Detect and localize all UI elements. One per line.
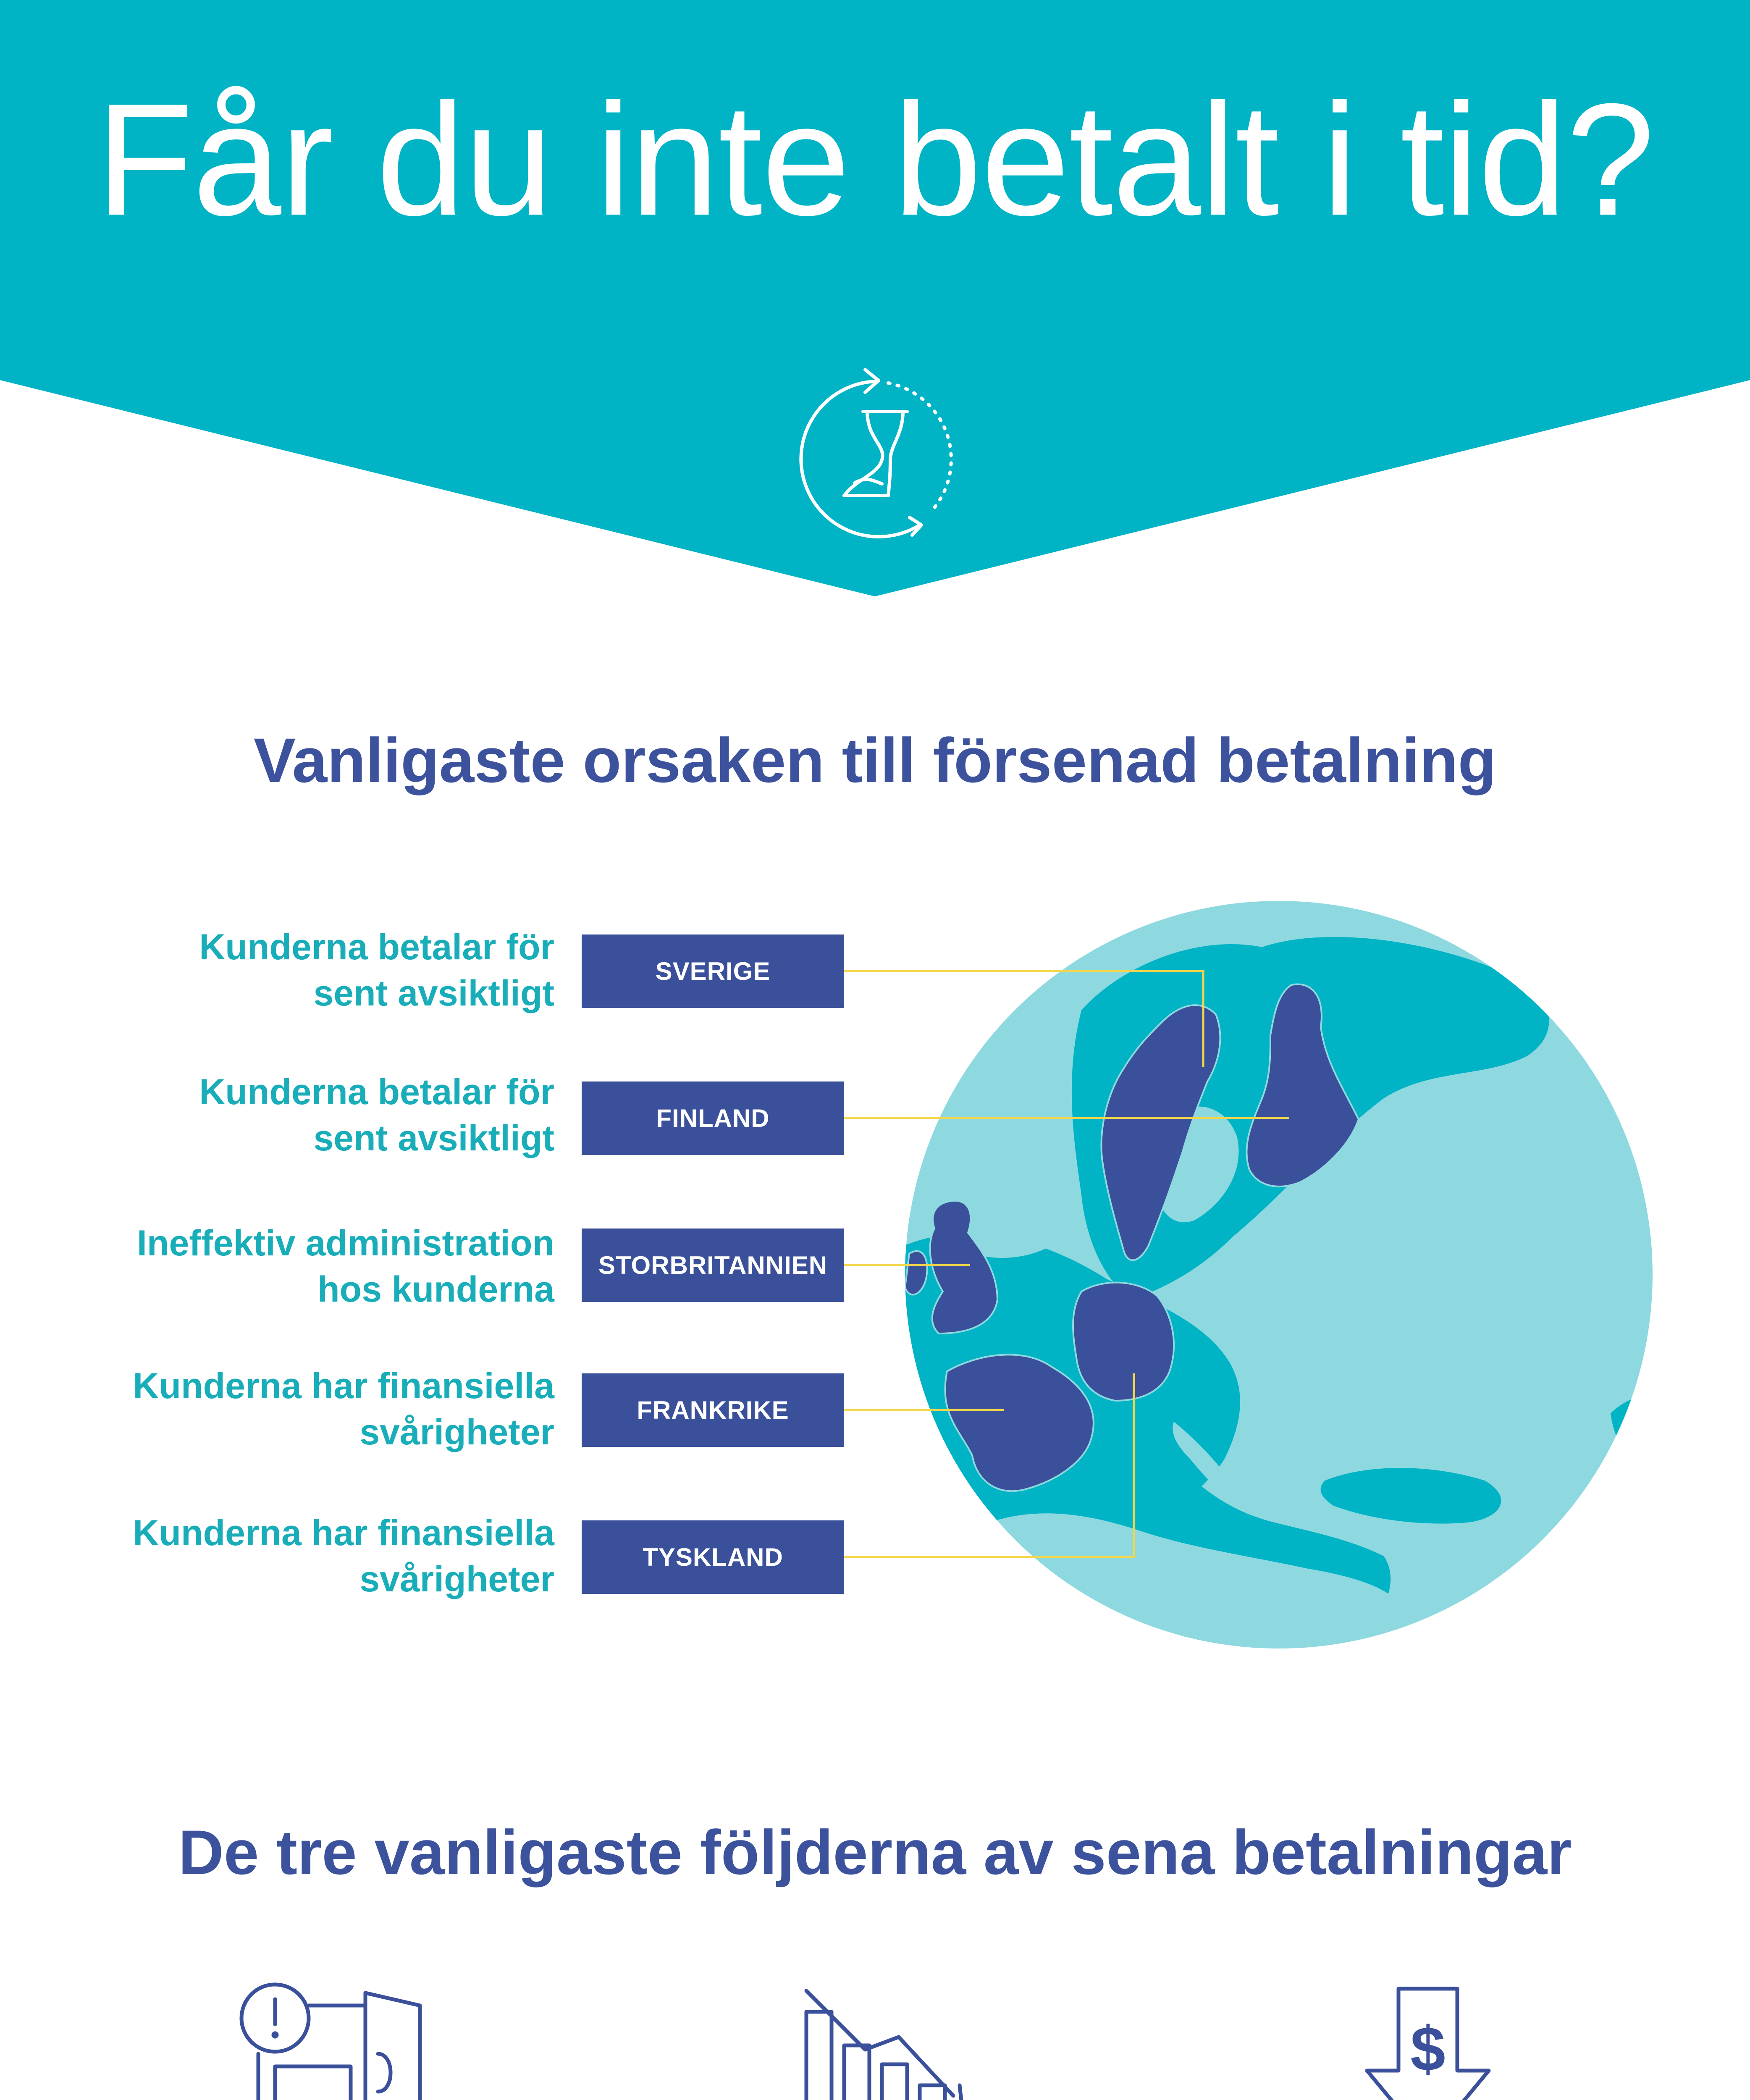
reason-line: hos kunderna bbox=[317, 1269, 554, 1310]
reason-frankrike bbox=[76, 1363, 554, 1455]
page-title: Får du inte betalt i tid? bbox=[96, 70, 1654, 249]
effects-section-title: De tre vanligaste följderna av sena betalningar bbox=[178, 1817, 1572, 1887]
empty-safe-alert-icon bbox=[239, 1982, 428, 2100]
declining-bar-chart-icon bbox=[802, 1982, 979, 2100]
reason-finland bbox=[76, 1069, 554, 1161]
reason-line: Kunderna betalar för bbox=[199, 1072, 554, 1112]
reason-line: svårigheter bbox=[359, 1412, 554, 1452]
country-label-sverige: SVERIGE bbox=[582, 934, 844, 1008]
reason-line: Kunderna har finansiella bbox=[133, 1366, 554, 1406]
country-label-tyskland: TYSKLAND bbox=[582, 1520, 844, 1594]
country-label-storbritannien: STORBRITANNIEN bbox=[582, 1228, 844, 1302]
country-label-frankrike: FRANKRIKE bbox=[582, 1373, 844, 1447]
europe-globe-map bbox=[905, 901, 1653, 1648]
causes-section-title: Vanligaste orsaken till försenad betalning bbox=[253, 725, 1497, 795]
reason-line: svårigheter bbox=[359, 1559, 554, 1599]
reason-tyskland bbox=[76, 1510, 554, 1602]
country-label-finland: FINLAND bbox=[582, 1082, 844, 1155]
dollar-down-arrow-icon bbox=[1361, 1982, 1495, 2100]
reason-line: Kunderna har finansiella bbox=[133, 1513, 554, 1553]
reason-storbritannien bbox=[76, 1220, 554, 1312]
reason-line: sent avsiktligt bbox=[313, 1118, 554, 1158]
reason-line: Kunderna betalar för bbox=[199, 927, 554, 967]
reason-line: sent avsiktligt bbox=[313, 973, 554, 1013]
country-shape-tyskland bbox=[1073, 1283, 1174, 1401]
reason-line: Ineffektiv administration bbox=[137, 1223, 554, 1263]
reason-sverige bbox=[76, 924, 554, 1016]
svg-text:$: $ bbox=[1410, 2013, 1446, 2084]
hourglass-refresh-icon bbox=[785, 361, 962, 546]
